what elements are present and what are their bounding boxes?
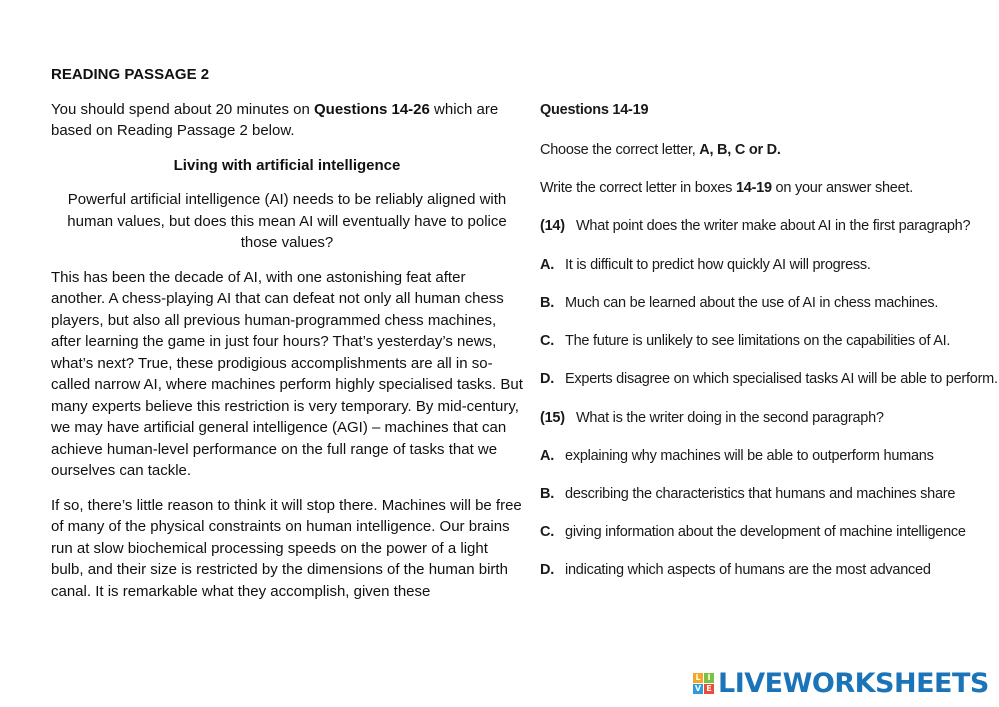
q14-option-a[interactable] xyxy=(540,257,871,273)
option-text: Experts disagree on which specialised tasks AI will be able to perform. xyxy=(565,371,998,387)
question-number: (15) xyxy=(540,410,565,426)
badge-letter-l: L xyxy=(693,673,703,683)
q14-option-b[interactable] xyxy=(540,295,938,311)
questions-title: Questions 14-19 xyxy=(540,102,649,118)
question-15 xyxy=(540,410,884,426)
intro-questions-range: Questions 14-26 xyxy=(313,100,430,118)
passage-heading: READING PASSAGE 2 xyxy=(51,66,210,83)
option-letter: D. xyxy=(540,371,554,387)
badge-letter-i: I xyxy=(704,673,714,683)
paragraph-2: If so, there’s little reason to think it will stop there. Machines will be free of many of the physical constraints on human intelligence. Our brains run at slow biochemical processing speeds on the power of a light bulb, and their size is restricted by the dimensions of the human birth canal. It is remarkable what they accomplish, given these xyxy=(51,496,522,600)
option-text: It is difficult to predict how quickly AI will progress. xyxy=(565,257,871,273)
option-letter: B. xyxy=(540,486,554,502)
instruction-choose-letters: A, B, C or D. xyxy=(699,142,781,158)
paragraph-1: This has been the decade of AI, with one astonishing feat after another. A chess-playing AI that can defeat not only all human chess players, but also all previous human-programmed chess machines, after learning the game in just four hours? That’s yesterday’s news, what’s next? True, these prodigious accomplishments are all in so-called narrow AI, where machines perform highly specialised tasks. But many experts believe this restriction is very temporary. By mid-century, we may have artificial general intelligence (AGI) – machines that can achieve human-level performance on the full range of tasks that we ourselves can tackle. xyxy=(51,268,523,479)
option-letter: A. xyxy=(540,257,554,273)
passage-intro xyxy=(51,99,523,142)
question-text: What is the writer doing in the second paragraph? xyxy=(576,410,884,426)
intro-text: You should spend about 20 minutes on xyxy=(51,100,314,118)
option-text: Much can be learned about the use of AI in chess machines. xyxy=(565,295,939,311)
question-number: (14) xyxy=(540,218,565,234)
liveworksheets-badge-icon xyxy=(693,673,714,694)
instruction-choose xyxy=(540,142,781,158)
option-text: indicating which aspects of humans are the most advanced xyxy=(565,562,931,578)
option-letter: C. xyxy=(540,333,554,349)
instruction-write xyxy=(540,180,913,196)
question-14 xyxy=(540,218,970,234)
q14-option-c[interactable] xyxy=(540,333,950,349)
q15-option-b[interactable] xyxy=(540,486,955,502)
instruction-choose-text: Choose the correct letter, xyxy=(540,142,700,158)
q15-option-a[interactable] xyxy=(540,448,934,464)
liveworksheets-logo xyxy=(693,667,989,699)
q15-option-c[interactable] xyxy=(540,524,966,540)
option-text: The future is unlikely to see limitations on the capabilities of AI. xyxy=(565,333,951,349)
q14-option-d[interactable] xyxy=(540,371,998,387)
article-title: Living with artificial intelligence xyxy=(173,156,401,174)
option-text: giving information about the development of machine intelligence xyxy=(565,524,966,540)
badge-letter-e: E xyxy=(704,684,714,694)
option-letter: B. xyxy=(540,295,554,311)
question-text: What point does the writer make about AI in the first paragraph? xyxy=(576,218,971,234)
logo-text: LIVEWORKSHEETS xyxy=(718,667,989,699)
option-letter: C. xyxy=(540,524,554,540)
option-text: explaining why machines will be able to outperform humans xyxy=(565,448,934,464)
instruction-write-text: Write the correct letter in boxes xyxy=(540,180,736,196)
intro-text-end: which are based on Reading Passage 2 below. xyxy=(51,100,499,139)
option-letter: D. xyxy=(540,562,554,578)
instruction-write-end: on your answer sheet. xyxy=(771,180,913,196)
reading-passage xyxy=(51,64,523,615)
instruction-write-range: 14-19 xyxy=(735,180,772,196)
q15-option-d[interactable] xyxy=(540,562,931,578)
option-letter: A. xyxy=(540,448,554,464)
article-subtitle: Powerful artificial intelligence (AI) needs to be reliably aligned with human values, but does this mean AI will eventually have to police those values? xyxy=(67,191,507,251)
option-text: describing the characteristics that humans and machines share xyxy=(565,486,956,502)
badge-letter-v: V xyxy=(694,683,702,693)
